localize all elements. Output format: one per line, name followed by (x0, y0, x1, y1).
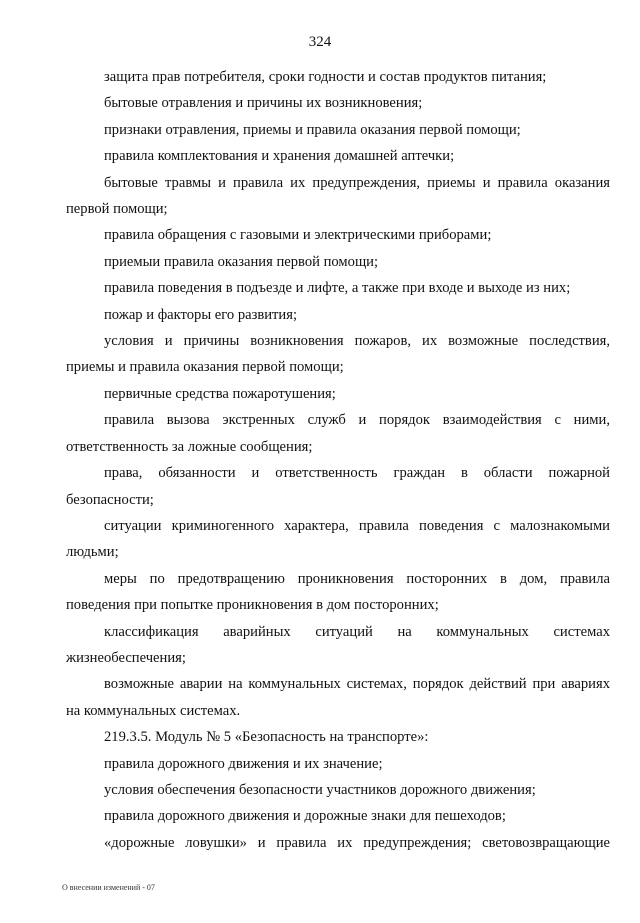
footer-note: О внесении изменений - 07 (62, 883, 155, 892)
paragraph: ситуации криминогенного характера, правила поведения с малознакомыми людьми; (66, 517, 610, 561)
paragraph: правила дорожного движения и их значение; (104, 755, 383, 772)
paragraph: защита прав потребителя, сроки годности и состав продуктов питания; (104, 69, 547, 85)
paragraph: возможные аварии на коммунальных системах, порядок действий при авариях на коммунальных системах. (66, 676, 610, 719)
paragraph: бытовые отравления и причины их возникновения; (104, 95, 423, 112)
section-heading: 219.3.5. Модуль № 5 «Безопасность на транспорте»: (104, 729, 429, 746)
paragraph: бытовые травмы и правила их предупреждения, приемы и правила оказания первой помощи; (66, 174, 610, 218)
paragraph: первичные средства пожаротушения; (104, 385, 336, 402)
paragraph: правила дорожного движения и дорожные знаки для пешеходов; (104, 808, 506, 825)
page-number: 324 (308, 34, 332, 50)
paragraph: «дорожные ловушки» и правила их предупреждения; световозвращающие (104, 834, 610, 851)
document-body (66, 64, 610, 856)
paragraph: пожар и факторы его развития; (104, 306, 298, 323)
paragraph: меры по предотвращению проникновения посторонних в дом, правила поведения при попытке проникновения в дом посторонних; (66, 570, 610, 614)
paragraph: приемыи правила оказания первой помощи; (104, 253, 379, 270)
paragraph: правила комплектования и хранения домашней аптечки; (104, 148, 455, 165)
paragraph: условия обеспечения безопасности участников дорожного движения; (104, 781, 536, 798)
paragraph: классификация аварийных ситуаций на коммунальных системах жизнеобеспечения; (66, 623, 610, 666)
paragraph: признаки отравления, приемы и правила оказания первой помощи; (104, 121, 521, 138)
paragraph: правила поведения в подъезде и лифте, а также при входе и выходе из них; (104, 280, 571, 297)
paragraph: правила вызова экстренных служб и порядок взаимодействия с ними, ответственность за ложные сообщения; (66, 412, 610, 455)
paragraph: правила обращения с газовыми и электрическими приборами; (104, 227, 492, 244)
paragraph: условия и причины возникновения пожаров, их возможные последствия, приемы и правила оказания первой помощи; (66, 333, 610, 376)
paragraph: права, обязанности и ответственность граждан в области пожарной безопасности; (66, 465, 610, 508)
